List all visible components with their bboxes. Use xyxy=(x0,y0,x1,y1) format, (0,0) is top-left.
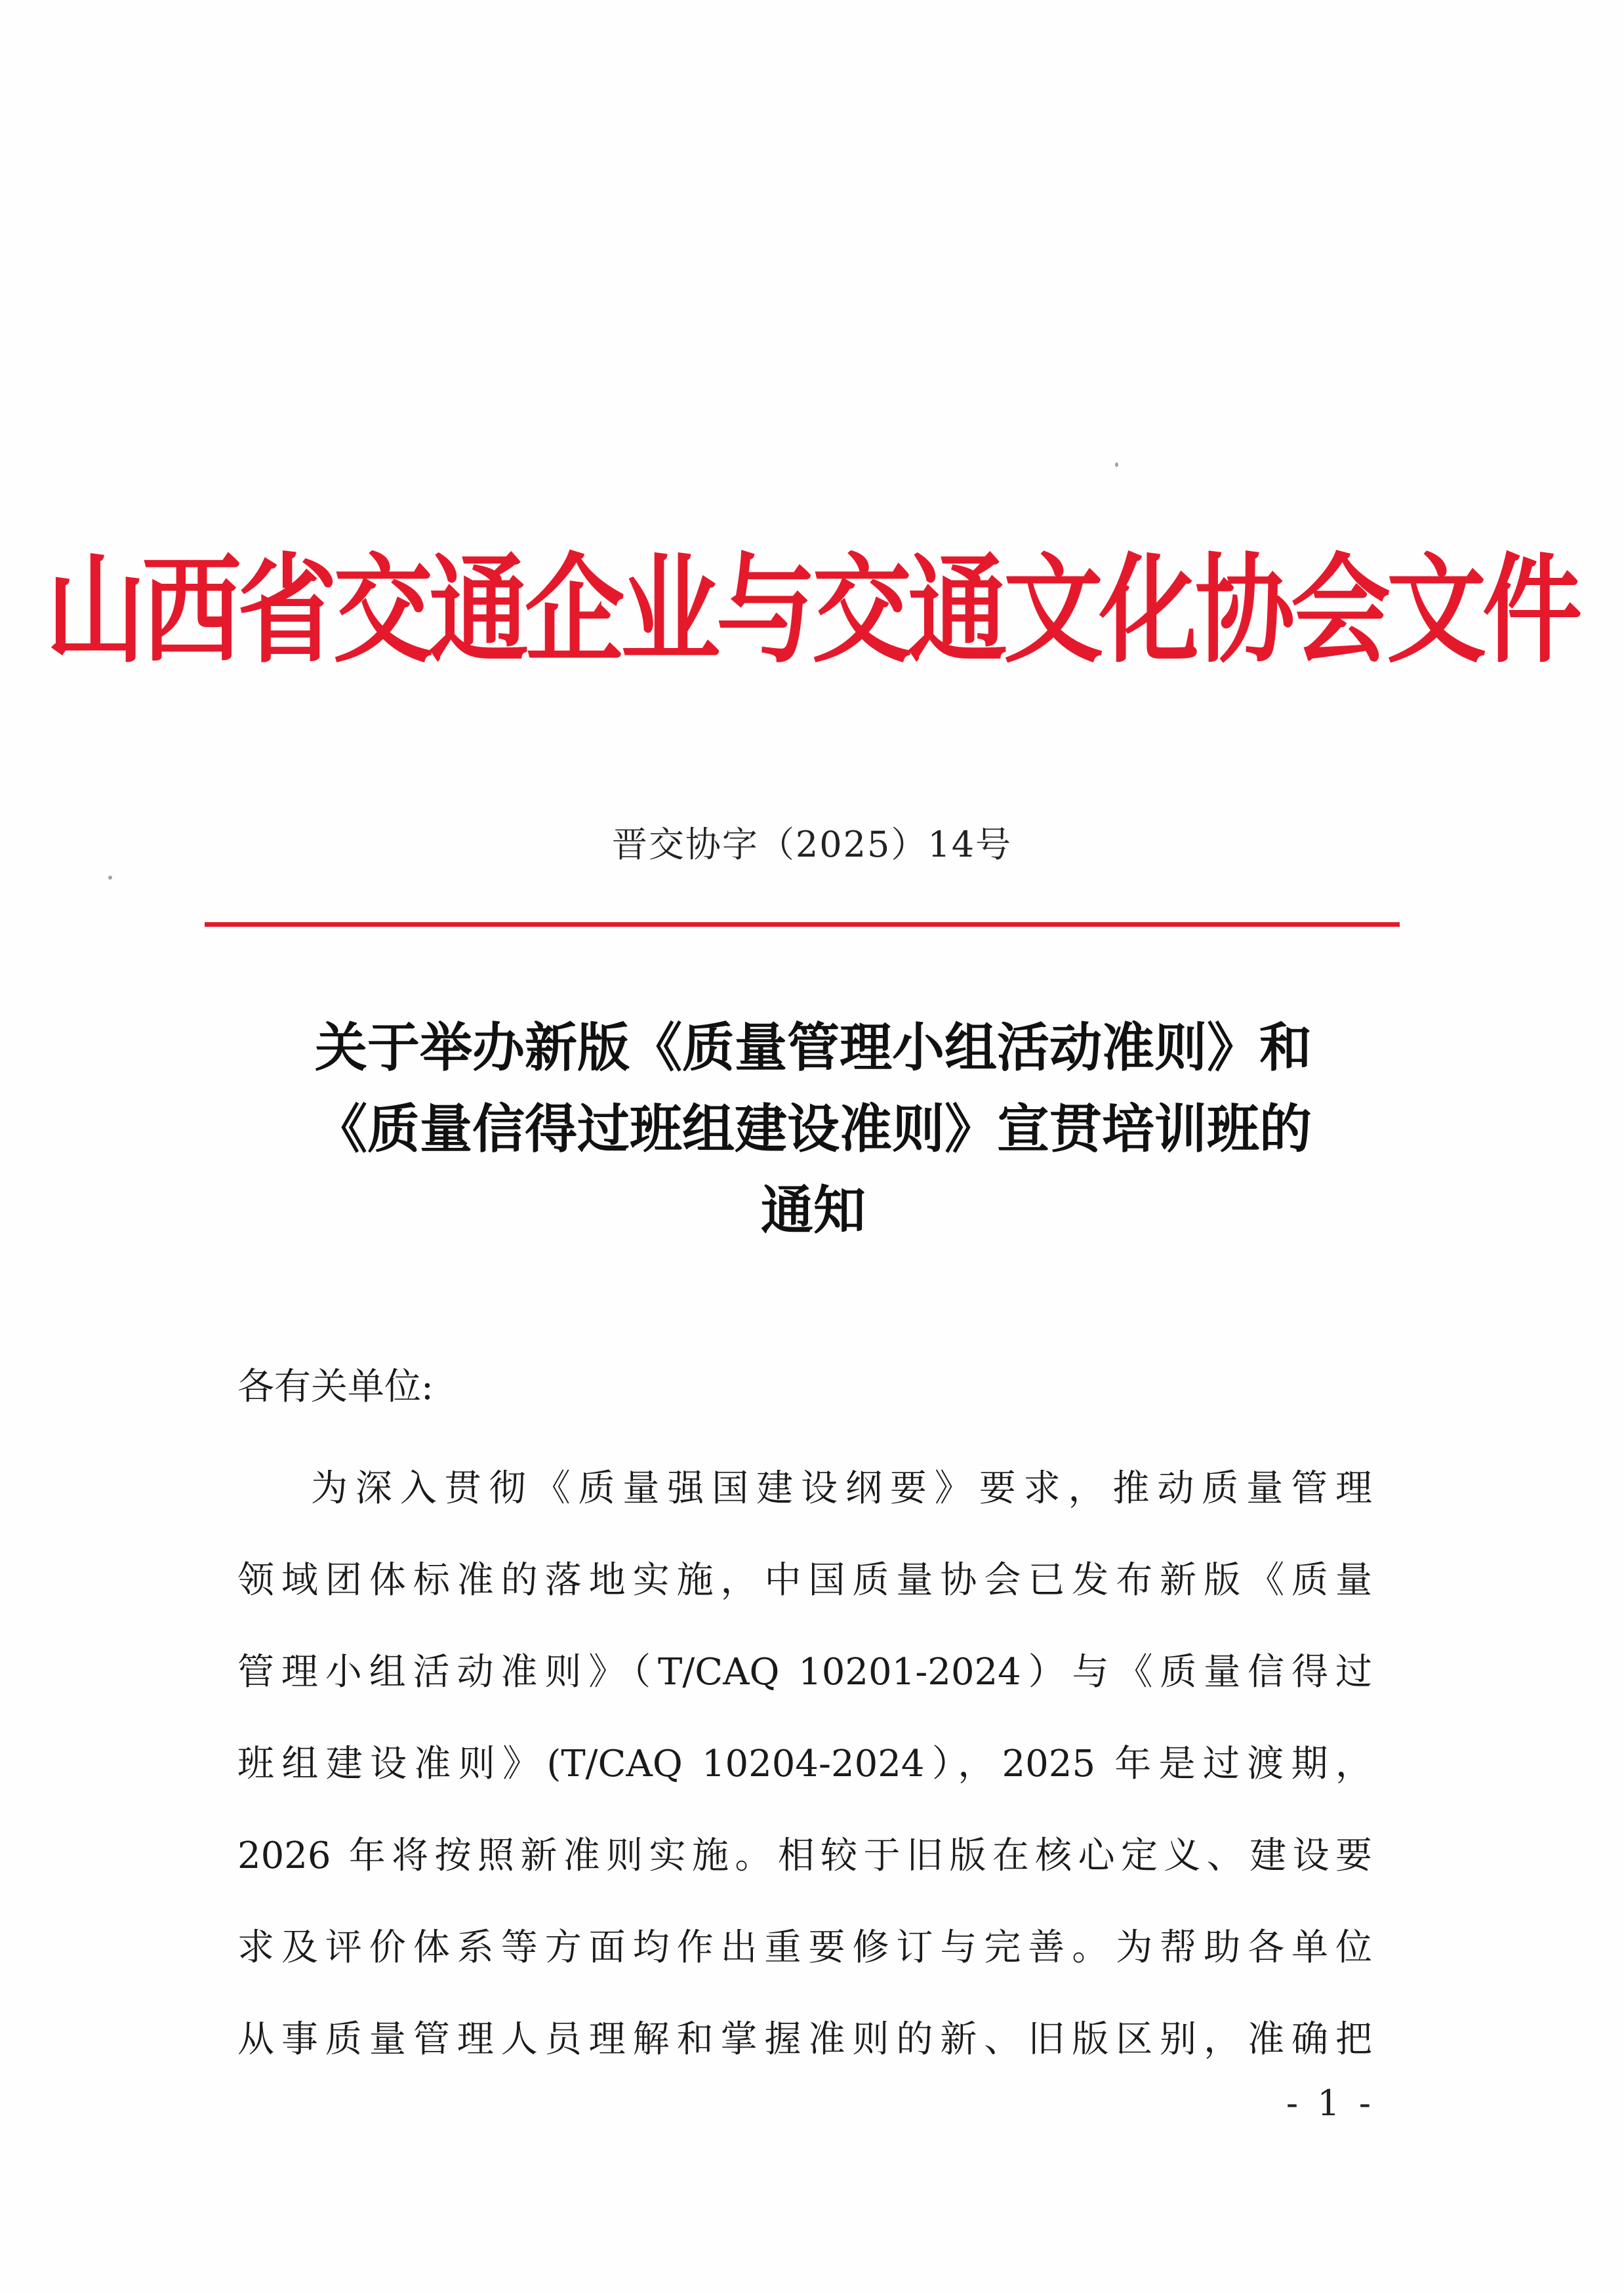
body-line: 班组建设准则》(T/CAQ 10204-2024），2025 年是过渡期， xyxy=(237,1743,1372,1785)
body-paragraph xyxy=(237,1443,1372,2086)
body-line: 2026 年将按照新准则实施。相较于旧版在核心定义、建设要 xyxy=(237,1835,1372,1877)
masthead-title: 山西省交通企业与交通文化协会文件 xyxy=(46,540,1578,680)
red-divider-rule xyxy=(205,922,1400,927)
scan-speck xyxy=(1115,462,1118,467)
scan-speck xyxy=(108,876,112,880)
salutation: 各有关单位: xyxy=(237,1366,434,1408)
page-number: - 1 - xyxy=(1286,2082,1375,2124)
body-line: 管理小组活动准则》（T/CAQ 10201-2024）与《质量信得过 xyxy=(237,1651,1372,1694)
body-line: 求及评价体系等方面均作出重要修订与完善。为帮助各单位 xyxy=(237,1926,1372,1969)
notice-title xyxy=(223,1007,1404,1251)
body-line: 为深入贯彻《质量强国建设纲要》要求，推动质量管理 xyxy=(311,1467,1372,1510)
title-line-2: 《质量信得过班组建设准则》宣贯培训班的 xyxy=(315,1098,1312,1160)
title-line-3: 通知 xyxy=(761,1179,866,1241)
body-line: 领域团体标准的落地实施，中国质量协会已发布新版《质量 xyxy=(237,1559,1372,1602)
title-line-1: 关于举办新版《质量管理小组活动准则》和 xyxy=(315,1017,1312,1078)
document-number: 晋交协字（2025）14号 xyxy=(611,824,1013,865)
body-line: 从事质量管理人员理解和掌握准则的新、旧版区别，准确把 xyxy=(237,2018,1372,2061)
